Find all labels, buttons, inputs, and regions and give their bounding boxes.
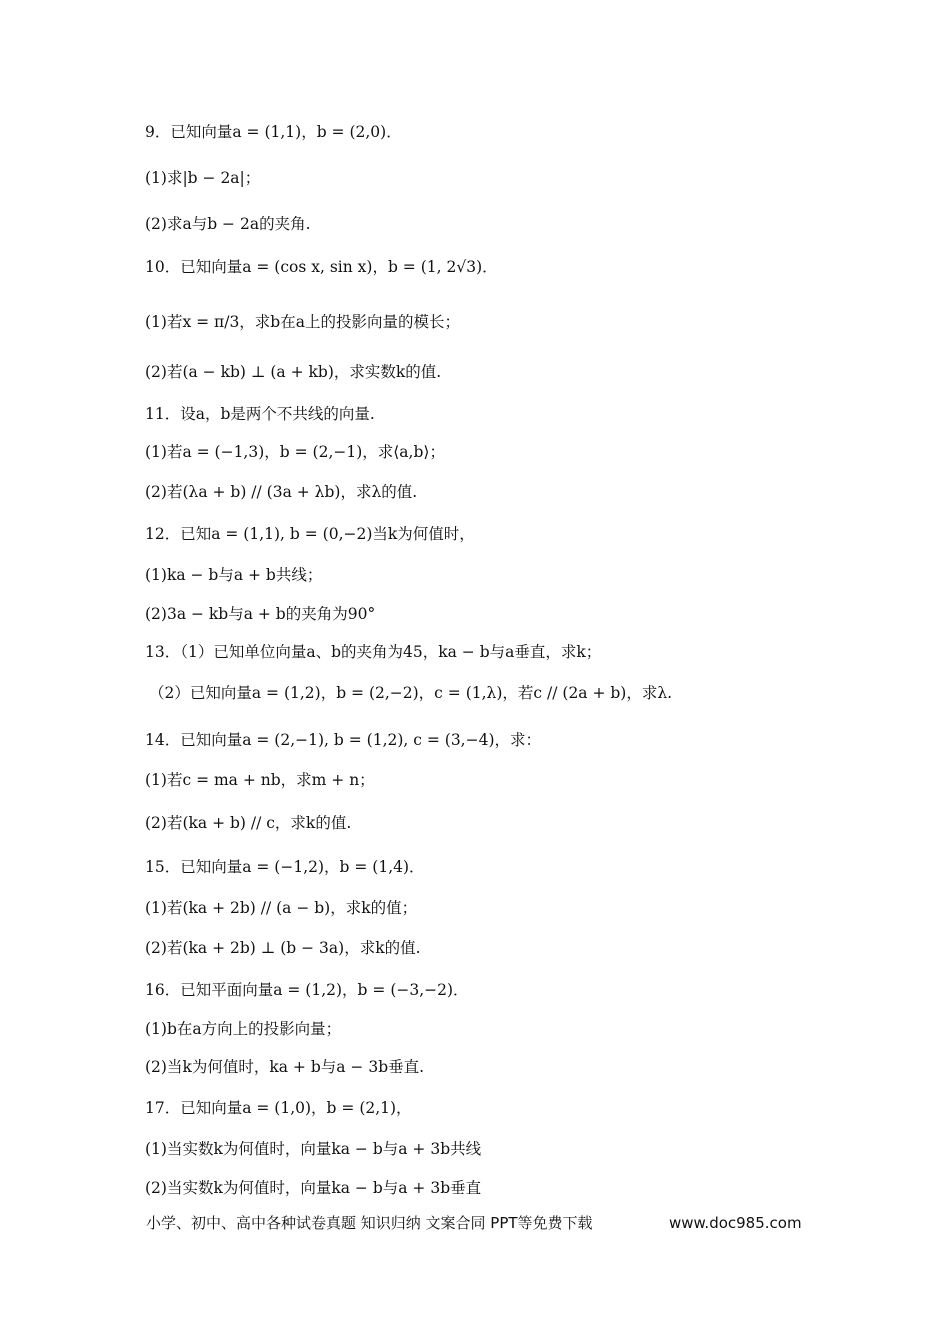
problem-12-part-1: (1)ka − b与a + b共线； bbox=[145, 566, 323, 584]
footer-url: www.doc985.com bbox=[669, 1214, 802, 1232]
problem-13-part-1: 13．（1）已知单位向量a、b的夹角为45，ka − b与a垂直，求k； bbox=[145, 643, 602, 661]
footer-text: 小学、初中、高中各种试卷真题 知识归纳 文案合同 PPT等免费下载 bbox=[146, 1214, 593, 1232]
problem-10-stem: 10．已知向量a = (cos x, sin x)，b = (1, 2√3)． bbox=[145, 258, 498, 276]
problem-16-stem: 16．已知平面向量a = (1,2)，b = (−3,−2)． bbox=[145, 981, 469, 999]
problem-11-part-1: (1)若a = (−1,3)，b = (2,−1)，求⟨a,b⟩； bbox=[145, 443, 445, 461]
problem-11-part-2: (2)若(λa + b) // (3a + λb)，求λ的值. bbox=[145, 483, 418, 501]
problem-17-part-2: (2)当实数k为何值时，向量ka − b与a + 3b垂直 bbox=[145, 1179, 482, 1197]
problem-13-part-2: （2）已知向量a = (1,2)，b = (2,−2)，c = (1,λ)，若c // (2a + b)，求λ. bbox=[149, 684, 673, 702]
problem-10-part-1: (1)若x = π/3，求b在a上的投影向量的模长； bbox=[145, 313, 460, 331]
problem-15-part-2: (2)若(ka + 2b) ⊥ (b − 3a)，求k的值. bbox=[145, 939, 421, 957]
problem-17-part-1: (1)当实数k为何值时，向量ka − b与a + 3b共线 bbox=[145, 1140, 482, 1158]
problem-12-stem: 12．已知a = (1,1), b = (0,−2)当k为何值时， bbox=[145, 525, 475, 543]
problem-15-stem: 15．已知向量a = (−1,2)，b = (1,4)． bbox=[145, 858, 425, 876]
problem-17-stem: 17．已知向量a = (1,0)，b = (2,1)， bbox=[145, 1099, 412, 1117]
problem-9-stem: 9．已知向量a = (1,1)，b = (2,0)． bbox=[145, 123, 402, 141]
problem-9-part-2: (2)求a与b − 2a的夹角. bbox=[145, 215, 311, 233]
problem-10-part-2: (2)若(a − kb) ⊥ (a + kb)，求实数k的值. bbox=[145, 363, 442, 381]
problem-12-part-2: (2)3a − kb与a + b的夹角为90° bbox=[145, 605, 376, 623]
problem-14-stem: 14．已知向量a = (2,−1), b = (1,2), c = (3,−4)，求： bbox=[145, 731, 542, 749]
problem-11-stem: 11．设a，b是两个不共线的向量. bbox=[145, 405, 375, 423]
problem-14-part-2: (2)若(ka + b) // c，求k的值. bbox=[145, 814, 352, 832]
problem-15-part-1: (1)若(ka + 2b) // (a − b)，求k的值； bbox=[145, 899, 418, 917]
page-footer bbox=[146, 1212, 802, 1234]
problem-9-part-1: (1)求|b − 2a|； bbox=[145, 169, 261, 187]
problem-16-part-1: (1)b在a方向上的投影向量； bbox=[145, 1020, 342, 1038]
problem-16-part-2: (2)当k为何值时，ka + b与a − 3b垂直. bbox=[145, 1058, 425, 1076]
problem-14-part-1: (1)若c = ma + nb，求m + n； bbox=[145, 771, 375, 789]
